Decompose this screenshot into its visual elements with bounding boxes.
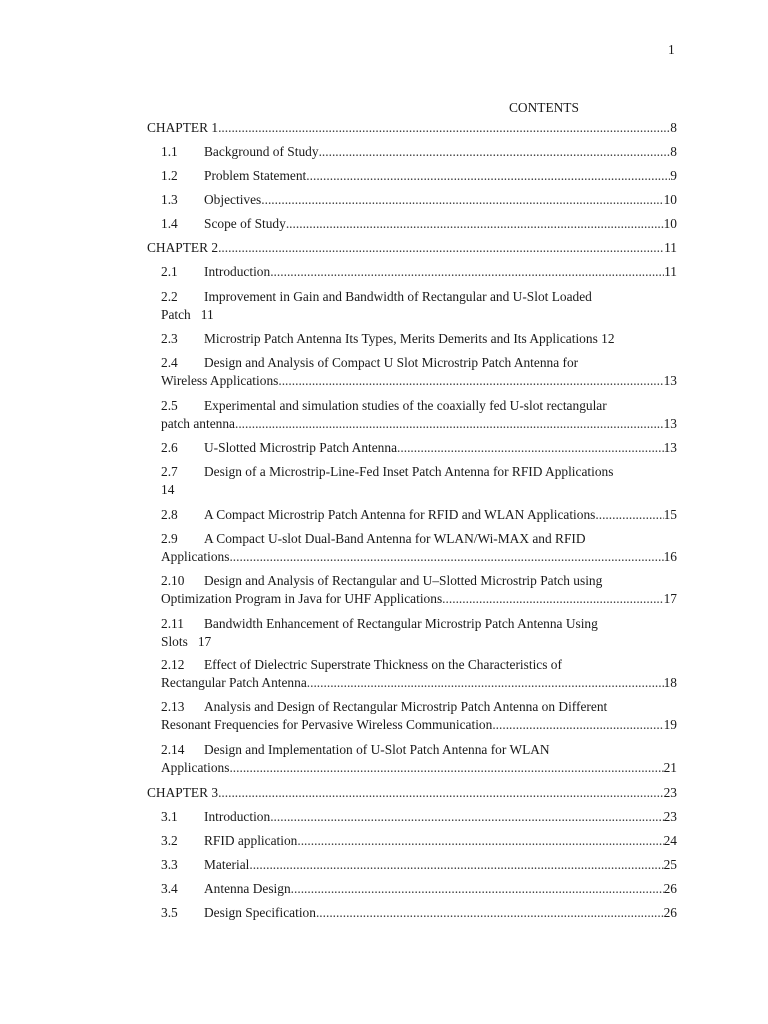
toc-line	[161, 716, 677, 734]
section-number: 3.5	[161, 905, 178, 920]
toc-line	[161, 590, 677, 608]
toc-line	[204, 530, 586, 548]
section-number: 2.14	[161, 742, 185, 757]
section-number: 1.2	[161, 168, 178, 183]
toc-line	[204, 263, 677, 281]
entry-page-number: 18	[663, 675, 677, 690]
entry-title: Design and Analysis of Rectangular and U–Slotted Microstrip Patch using	[204, 573, 603, 588]
dot-leader	[316, 904, 664, 922]
entry-page-number: 9	[670, 168, 677, 183]
dot-leader	[286, 215, 664, 233]
entry-title: A Compact Microstrip Patch Antenna for RFID and WLAN Applications	[204, 507, 596, 522]
dot-leader	[229, 759, 663, 777]
section-number: 2.10	[161, 573, 185, 588]
dot-leader	[297, 832, 663, 850]
entry-page-number: 10	[663, 192, 677, 207]
dot-leader	[397, 439, 664, 457]
dot-leader	[278, 372, 663, 390]
entry-title: Bandwidth Enhancement of Rectangular Microstrip Patch Antenna Using	[204, 616, 598, 631]
toc-line	[161, 481, 174, 499]
entry-page-number: 19	[663, 717, 677, 732]
entry-page-number: 23	[663, 809, 677, 824]
entry-title: Applications	[161, 760, 230, 775]
entry-title: Background of Study	[204, 144, 319, 159]
entry-title: Antenna Design	[204, 881, 291, 896]
entry-title: Resonant Frequencies for Pervasive Wireless Communication	[161, 717, 493, 732]
entry-title: Microstrip Patch Antenna Its Types, Merits Demerits and Its Applications 12	[204, 331, 615, 346]
toc-line	[204, 572, 602, 590]
toc-line	[204, 215, 677, 233]
section-number: 3.3	[161, 857, 178, 872]
toc-line	[204, 191, 677, 209]
entry-title: Design and Analysis of Compact U Slot Microstrip Patch Antenna for	[204, 355, 579, 370]
entry-title: Introduction	[204, 264, 271, 279]
toc-line	[204, 832, 677, 850]
entry-title: Objectives	[204, 192, 262, 207]
toc-line	[204, 698, 607, 716]
entry-page-number: 16	[663, 549, 677, 564]
entry-title: Design Specification	[204, 905, 316, 920]
entry-title: 14	[161, 482, 175, 497]
entry-title: Material	[204, 857, 250, 872]
entry-page-number: 15	[663, 507, 677, 522]
section-number: 2.6	[161, 440, 178, 455]
section-number: 2.3	[161, 331, 178, 346]
entry-title: Design of a Microstrip-Line-Fed Inset Patch Antenna for RFID Applications	[204, 464, 614, 479]
entry-page-number: 13	[663, 373, 677, 388]
toc-line	[204, 506, 677, 524]
toc-line	[147, 784, 677, 802]
entry-title: Scope of Study	[204, 216, 286, 231]
dot-leader	[249, 856, 663, 874]
section-number: 2.2	[161, 289, 178, 304]
section-number: 2.5	[161, 398, 178, 413]
section-number: 3.4	[161, 881, 178, 896]
entry-title: Analysis and Design of Rectangular Microstrip Patch Antenna on Different	[204, 699, 608, 714]
toc-line	[161, 415, 677, 433]
toc-line	[161, 306, 214, 324]
toc-line	[161, 633, 211, 651]
toc-line	[147, 119, 677, 137]
toc-line	[204, 167, 677, 185]
entry-title: CHAPTER 2	[147, 240, 219, 255]
dot-leader	[492, 716, 663, 734]
section-number: 3.1	[161, 809, 178, 824]
section-number: 2.12	[161, 657, 185, 672]
entry-title: RFID application	[204, 833, 298, 848]
page-number: 1	[668, 42, 675, 57]
toc-line	[204, 439, 677, 457]
entry-page-number: 13	[663, 440, 677, 455]
dot-leader	[218, 239, 664, 257]
entry-title: Rectangular Patch Antenna	[161, 675, 307, 690]
entry-page-number: 17	[663, 591, 677, 606]
entry-page-number: 26	[663, 881, 677, 896]
dot-leader	[291, 880, 664, 898]
contents-title: CONTENTS	[509, 100, 579, 115]
entry-page-number: 10	[663, 216, 677, 231]
toc-line	[204, 880, 677, 898]
entry-title: Applications	[161, 549, 230, 564]
entry-page-number: 25	[663, 857, 677, 872]
dot-leader	[218, 784, 664, 802]
dot-leader	[235, 415, 664, 433]
entry-page-number: 8	[670, 144, 677, 159]
dot-leader	[261, 191, 663, 209]
dot-leader	[270, 263, 664, 281]
toc-line	[161, 674, 677, 692]
entry-title: Improvement in Gain and Bandwidth of Rectangular and U-Slot Loaded	[204, 289, 592, 304]
entry-page-number: 13	[663, 416, 677, 431]
section-number: 2.8	[161, 507, 178, 522]
dot-leader	[307, 674, 664, 692]
toc-line	[204, 656, 562, 674]
dot-leader	[319, 143, 671, 161]
toc-line	[161, 372, 677, 390]
entry-page-number: 24	[663, 833, 677, 848]
toc-line	[161, 759, 677, 777]
entry-title: Wireless Applications	[161, 373, 279, 388]
toc-line	[204, 143, 677, 161]
entry-title: Effect of Dielectric Superstrate Thickness on the Characteristics of	[204, 657, 562, 672]
section-number: 2.11	[161, 616, 184, 631]
entry-page-number: 21	[663, 760, 677, 775]
entry-title: Optimization Program in Java for UHF Applications	[161, 591, 443, 606]
section-number: 2.13	[161, 699, 185, 714]
section-number: 2.1	[161, 264, 178, 279]
dot-leader	[595, 506, 663, 524]
entry-page-number: 23	[663, 785, 677, 800]
section-number: 2.4	[161, 355, 178, 370]
entry-page-number: 11	[664, 240, 677, 255]
entry-title: Slots 17	[161, 634, 212, 649]
section-number: 2.9	[161, 531, 178, 546]
dot-leader	[229, 548, 663, 566]
toc-line	[204, 741, 550, 759]
entry-page-number: 11	[664, 264, 677, 279]
entry-title: Experimental and simulation studies of the coaxially fed U-slot rectangular	[204, 398, 607, 413]
toc-line	[204, 397, 607, 415]
dot-leader	[442, 590, 663, 608]
toc-line	[204, 330, 615, 348]
entry-title: CHAPTER 1	[147, 120, 219, 135]
section-number: 1.3	[161, 192, 178, 207]
section-number: 3.2	[161, 833, 178, 848]
entry-page-number: 8	[670, 120, 677, 135]
entry-title: patch antenna	[161, 416, 235, 431]
entry-title: Introduction	[204, 809, 271, 824]
entry-title: A Compact U-slot Dual-Band Antenna for WLAN/Wi-MAX and RFID	[204, 531, 586, 546]
entry-title: U-Slotted Microstrip Patch Antenna	[204, 440, 398, 455]
dot-leader	[218, 119, 670, 137]
toc-line	[204, 288, 592, 306]
section-number: 1.4	[161, 216, 178, 231]
toc-line	[204, 615, 598, 633]
toc-line	[204, 463, 613, 481]
toc-line	[204, 808, 677, 826]
section-number: 1.1	[161, 144, 178, 159]
toc-line	[204, 904, 677, 922]
section-number: 2.7	[161, 464, 178, 479]
dot-leader	[306, 167, 670, 185]
toc-line	[161, 548, 677, 566]
toc-line	[204, 856, 677, 874]
toc-line	[147, 239, 677, 257]
dot-leader	[270, 808, 663, 826]
entry-title: Patch 11	[161, 307, 214, 322]
entry-title: Problem Statement	[204, 168, 307, 183]
entry-title: CHAPTER 3	[147, 785, 219, 800]
entry-page-number: 26	[663, 905, 677, 920]
toc-line	[204, 354, 578, 372]
entry-title: Design and Implementation of U-Slot Patch Antenna for WLAN	[204, 742, 550, 757]
